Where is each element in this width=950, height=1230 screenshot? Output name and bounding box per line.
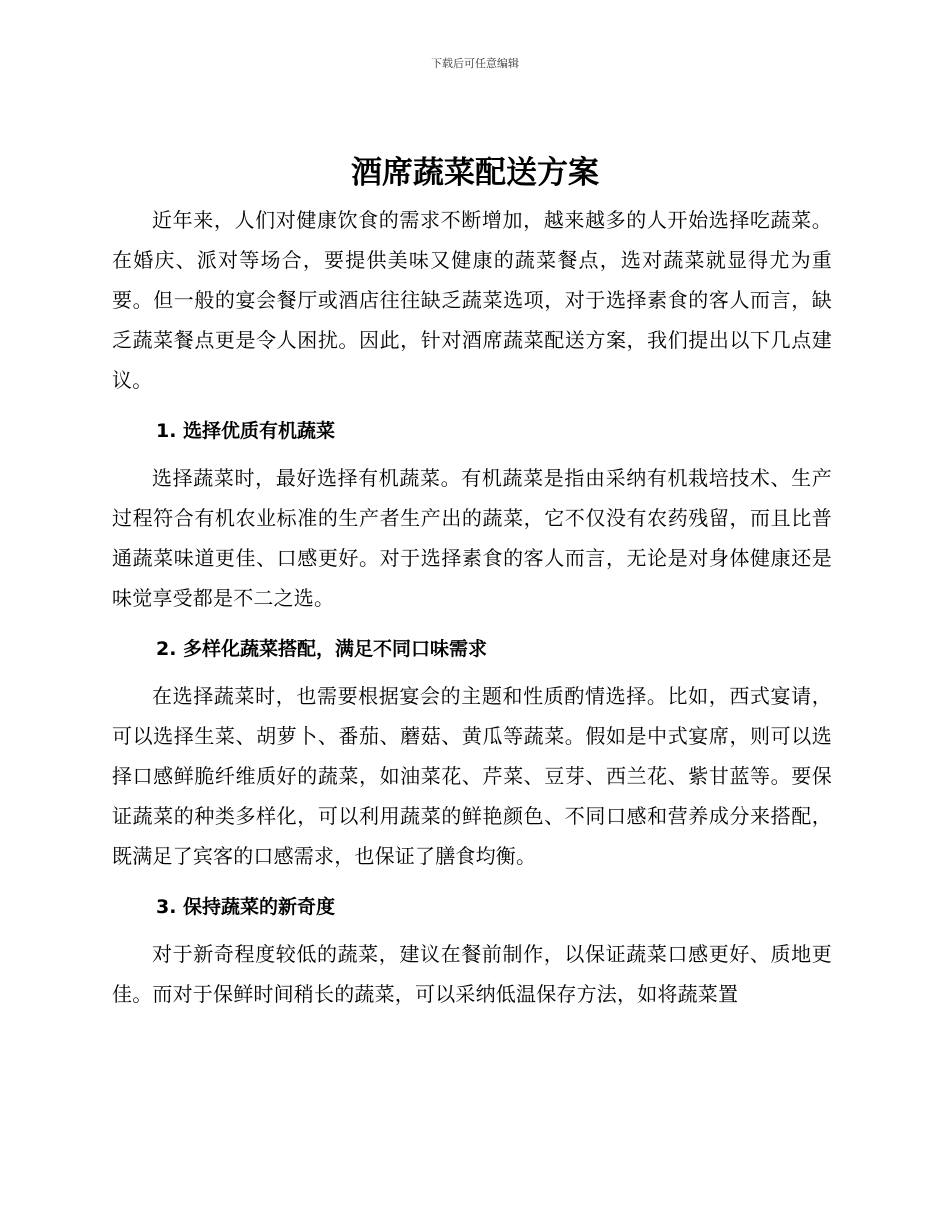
document-body: [112, 200, 832, 1014]
document-title: 酒席蔬菜配送方案: [351, 155, 599, 191]
section-heading-1: 1. 选择优质有机蔬菜: [156, 420, 336, 442]
section-paragraph-2: 在选择蔬菜时，也需要根据宴会的主题和性质酌情选择。比如，西式宴请，可以选择生菜、胡萝卜、番茄、蘑菇、黄瓜等蔬菜。假如是中式宴席，则可以选择口感鲜脆纤维质好的蔬菜，如油菜花、芹菜、豆芽、西兰花、紫甘蓝等。要保证蔬菜的种类多样化，可以利用蔬菜的鲜艳颜色、不同口感和营养成分来搭配，既满足了宾客的口感需求，也保证了膳食均衡。: [112, 684, 832, 868]
section-paragraph-1: 选择蔬菜时，最好选择有机蔬菜。有机蔬菜是指由采纳有机栽培技术、生产过程符合有机农业标准的生产者生产出的蔬菜，它不仅没有农药残留，而且比普通蔬菜味道更佳、口感更好。对于选择素食的客人而言，无论是对身体健康还是味觉享受都是不二之选。: [112, 466, 832, 610]
section-heading-2: 2. 多样化蔬菜搭配，满足不同口味需求: [156, 638, 488, 660]
intro-paragraph: 近年来，人们对健康饮食的需求不断增加，越来越多的人开始选择吃蔬菜。在婚庆、派对等场合，要提供美味又健康的蔬菜餐点，选对蔬菜就显得尤为重要。但一般的宴会餐厅或酒店往往缺乏蔬菜选项，对于选择素食的客人而言，缺乏蔬菜餐点更是令人困扰。因此，针对酒席蔬菜配送方案，我们提出以下几点建议。: [112, 208, 832, 392]
section-paragraph-3: 对于新奇程度较低的蔬菜，建议在餐前制作，以保证蔬菜口感更好、质地更佳。而对于保鲜时间稍长的蔬菜，可以采纳低温保存方法，如将蔬菜置: [112, 942, 832, 1006]
section-heading-3: 3. 保持蔬菜的新奇度: [156, 896, 336, 918]
header-note: 下载后可任意编辑: [431, 57, 519, 70]
